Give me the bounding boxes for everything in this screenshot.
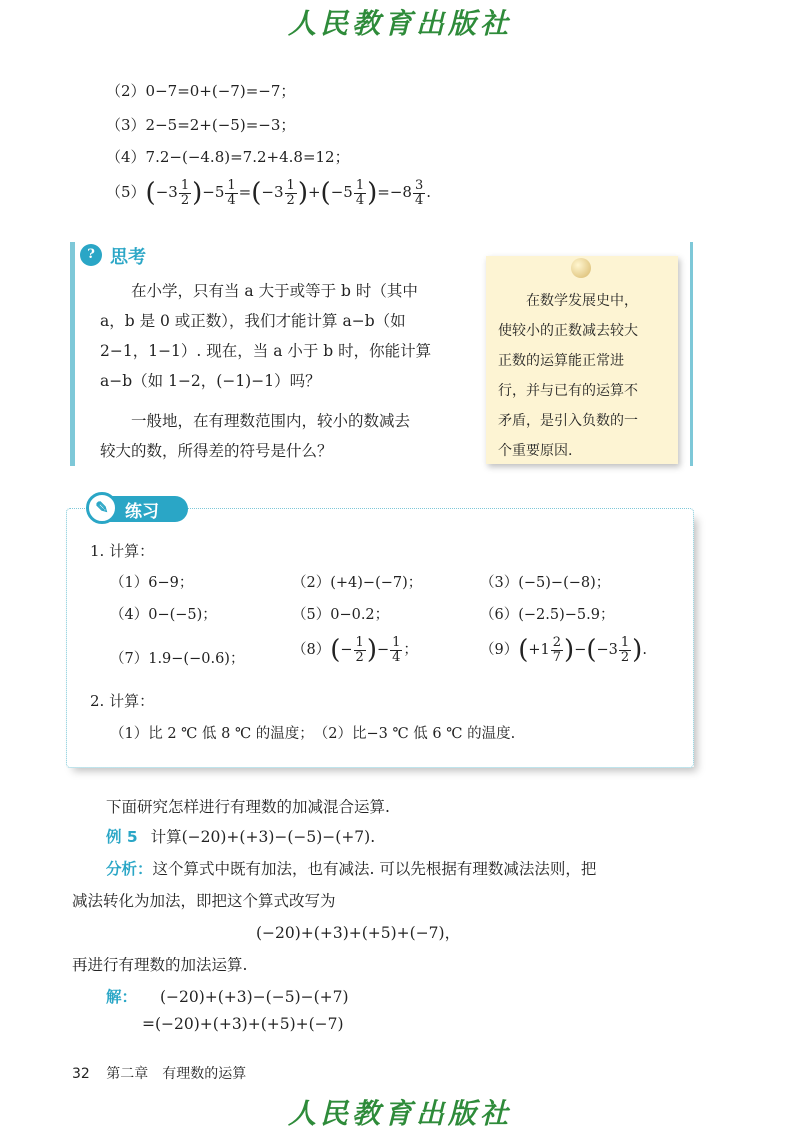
side-note-text bbox=[498, 286, 670, 466]
analysis-line-2: 减法转化为加法，即把这个算式改写为 bbox=[72, 892, 336, 910]
line5-term: =−8 bbox=[377, 183, 412, 201]
practice-item-3: （3）(−5)−(−8)； bbox=[480, 575, 611, 591]
analysis-label: 分析： bbox=[106, 860, 153, 878]
fraction: $\frac{1}{4}$ bbox=[227, 177, 236, 208]
example-label: 例 5 bbox=[106, 828, 138, 846]
publisher-header: 人民教育出版社 bbox=[287, 7, 512, 40]
think-left-bar bbox=[70, 242, 75, 466]
solution-line-1 bbox=[106, 985, 349, 1007]
fraction: $\frac{3}{4}$ bbox=[414, 177, 424, 208]
practice-item-8: （8）(− $\frac{1}{2}$ )− $\frac{1}{4}$ ； bbox=[292, 634, 418, 665]
line5-term: −3 bbox=[261, 183, 284, 201]
solution-label: 解： bbox=[106, 988, 138, 1006]
practice-item-2: （2）(+4)−(−7)； bbox=[292, 575, 423, 591]
think-right-bar bbox=[690, 242, 693, 466]
line5-term: −5 bbox=[202, 183, 225, 201]
note-line: 行，并与已有的运算不 bbox=[498, 383, 638, 399]
analysis-text: 这个算式中既有加法，也有减法. 可以先根据有理数减法法则，把 bbox=[152, 860, 597, 878]
page-footer bbox=[72, 1063, 246, 1083]
pencil-check-icon: ✎ bbox=[86, 492, 118, 524]
analysis-line-1 bbox=[106, 857, 596, 879]
pushpin-icon bbox=[571, 258, 591, 278]
practice-q2-items: （1）比 2 ℃ 低 8 ℃ 的温度； （2）比−3 ℃ 低 6 ℃ 的温度. bbox=[110, 726, 516, 742]
publisher-footer: 人民教育出版社 bbox=[287, 1097, 512, 1130]
think-line: a，b 是 0 或正数），我们才能计算 a−b（如 bbox=[100, 312, 406, 330]
equation-line-3: （3）2−5=2+(−5)=−3； bbox=[106, 116, 296, 134]
practice-item-4: （4）0−(−5)； bbox=[110, 607, 217, 623]
line5-term: −3 bbox=[155, 183, 178, 201]
note-line: 矛盾，是引入负数的一 bbox=[498, 413, 638, 429]
practice-item-7: （7）1.9−(−0.6)； bbox=[110, 651, 245, 667]
note-line: 个重要原因. bbox=[498, 443, 573, 459]
line5-term: . bbox=[426, 183, 432, 201]
practice-q2: 2. 计算： bbox=[90, 692, 155, 710]
example-5 bbox=[106, 825, 375, 847]
think-title: 思考 bbox=[110, 247, 146, 268]
practice-item-9: （9）(+1 $\frac{2}{7}$ )−(−3 $\frac{1}{2}$ ). bbox=[480, 634, 647, 665]
fraction: $\frac{1}{2}$ bbox=[286, 177, 295, 208]
line5-term: = bbox=[238, 183, 252, 201]
think-paragraph-2 bbox=[100, 406, 465, 466]
lightbulb-icon: ? bbox=[80, 244, 102, 266]
think-paragraph-1 bbox=[100, 276, 465, 396]
practice-item-1: （1）6−9； bbox=[110, 575, 194, 591]
chapter-title: 第二章 有理数的运算 bbox=[106, 1066, 247, 1082]
practice-item-6: （6）(−2.5)−5.9； bbox=[480, 607, 615, 623]
equation-line-4: （4）7.2−(−4.8)=7.2+4.8=12； bbox=[106, 148, 350, 166]
example-text: 计算(−20)+(+3)−(−5)−(+7). bbox=[150, 828, 376, 846]
solution-line-2: =(−20)+(+3)+(+5)+(−7) bbox=[142, 1015, 344, 1033]
then-text: 再进行有理数的加法运算. bbox=[72, 956, 248, 974]
rewrite-expression: (−20)+(+3)+(+5)+(−7)， bbox=[256, 924, 461, 942]
line5-prefix: （5） bbox=[106, 183, 146, 201]
fraction: $\frac{1}{2}$ bbox=[180, 177, 190, 208]
intro-text: 下面研究怎样进行有理数的加减混合运算. bbox=[106, 798, 390, 816]
solution-expression-1: (−20)+(+3)−(−5)−(+7) bbox=[159, 988, 349, 1006]
line5-term: −5 bbox=[330, 183, 353, 201]
note-line: 使较小的正数减去较大 bbox=[498, 323, 638, 339]
practice-item-5: （5）0−0.2； bbox=[292, 607, 390, 623]
think-line: 在小学，只有当 a 大于或等于 b 时（其中 bbox=[131, 282, 418, 300]
think-line: 较大的数，所得差的符号是什么？ bbox=[100, 442, 333, 460]
note-line: 正数的运算能正常进 bbox=[498, 353, 624, 369]
think-line: a−b（如 1−2，(−1)−1）吗？ bbox=[100, 372, 321, 390]
think-line: 一般地，在有理数范围内，较小的数减去 bbox=[131, 412, 411, 430]
think-line: 2−1，1−1）. 现在，当 a 小于 b 时，你能计算 bbox=[100, 342, 432, 360]
page-number: 32 bbox=[72, 1066, 90, 1082]
practice-title: 练习 bbox=[125, 502, 159, 522]
equation-line-5: （5）(−3 $\frac{1}{2}$ )−5 $\frac{1}{4}$ =(−3 $\frac{1}{2}$ )+(−5 $\frac{1}{4}$ )=−8 $\frac{3}{4}$ . bbox=[106, 177, 432, 208]
equation-line-2: （2）0−7=0+(−7)=−7； bbox=[106, 82, 296, 100]
fraction: $\frac{1}{4}$ bbox=[355, 177, 365, 208]
note-line: 在数学发展史中， bbox=[526, 293, 638, 309]
practice-q1: 1. 计算： bbox=[90, 542, 155, 560]
line5-term: + bbox=[307, 183, 321, 201]
